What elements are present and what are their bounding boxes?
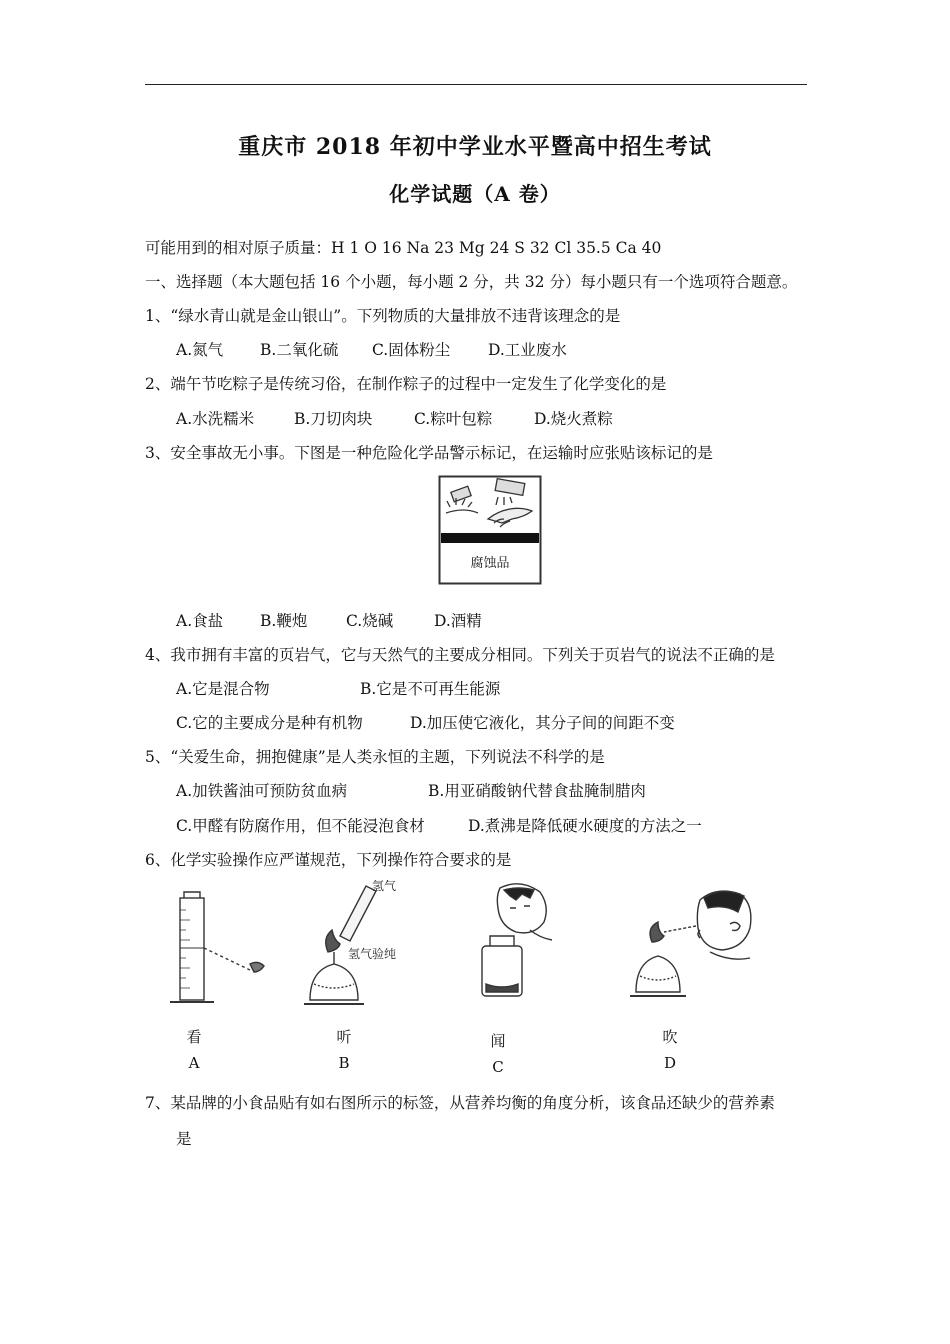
figure-b-action: 听 — [336, 1028, 352, 1046]
question-4-stem: 4、我市拥有丰富的页岩气，它与天然气的主要成分相同。下列关于页岩气的说法不正确的是 — [145, 646, 775, 664]
corrosive-warning-sign — [438, 475, 542, 585]
q1-option-d: D.工业废水 — [488, 341, 567, 359]
q4-option-a: A.它是混合物 — [176, 680, 270, 698]
question-6-stem: 6、化学实验操作应严谨规范，下列操作符合要求的是 — [145, 851, 512, 869]
question-3-stem: 3、安全事故无小事。下图是一种危险化学品警示标记，在运输时应张贴该标记的是 — [145, 444, 713, 462]
figure-b-hydrogen-purity-test — [300, 880, 420, 1020]
question-1-stem: 1、“绿水青山就是金山银山”。下列物质的大量排放不违背该理念的是 — [145, 307, 621, 325]
q5-option-d: D.煮沸是降低硬水硬度的方法之一 — [468, 817, 702, 835]
figure-c-action: 闻 — [490, 1032, 506, 1050]
figure-a-reading-cylinder — [170, 888, 280, 1013]
q5-option-b: B.用亚硝酸钠代替食盐腌制腊肉 — [428, 782, 646, 800]
figure-b-letter: B — [338, 1054, 350, 1072]
figure-d-action: 吹 — [662, 1028, 678, 1046]
q2-option-c: C.粽叶包粽 — [414, 410, 493, 428]
q1-option-b: B.二氧化硫 — [260, 341, 339, 359]
q3-option-b: B.鞭炮 — [260, 612, 308, 630]
figure-b-gas-label: 氢气 — [372, 880, 397, 893]
q5-option-a: A.加铁酱油可预防贫血病 — [176, 782, 348, 800]
warning-sign-label: 腐蚀品 — [470, 556, 510, 571]
question-7-stem-continued: 是 — [176, 1130, 192, 1148]
figure-c-smelling-bottle — [470, 880, 560, 1010]
figure-a-letter: A — [188, 1054, 200, 1072]
figure-a-action: 看 — [186, 1028, 202, 1046]
atomic-mass-line: 可能用到的相对原子质量：H 1 O 16 Na 23 Mg 24 S 32 Cl 35.5 Ca 40 — [145, 239, 662, 257]
q3-option-c: C.烧碱 — [346, 612, 394, 630]
q2-option-b: B.刀切肉块 — [294, 410, 373, 428]
q1-option-a: A.氮气 — [176, 341, 224, 359]
q2-option-a: A.水洗糯米 — [176, 410, 255, 428]
figure-d-blowing-lamp — [630, 880, 765, 1010]
figure-d-letter: D — [663, 1054, 677, 1072]
q1-option-c: C.固体粉尘 — [372, 341, 451, 359]
q3-option-d: D.酒精 — [434, 612, 482, 630]
q4-option-c: C.它的主要成分是种有机物 — [176, 714, 363, 732]
q5-option-c: C.甲醛有防腐作用，但不能浸泡食材 — [176, 817, 425, 835]
page-subtitle: 化学试题（A 卷） — [389, 182, 561, 206]
question-5-stem: 5、“关爱生命，拥抱健康”是人类永恒的主题，下列说法不科学的是 — [145, 748, 605, 766]
q4-option-d: D.加压使它液化，其分子间的间距不变 — [410, 714, 675, 732]
page-title: 重庆市 2018 年初中学业水平暨高中招生考试 — [238, 134, 712, 160]
top-rule — [145, 84, 807, 85]
q2-option-d: D.烧火煮粽 — [534, 410, 613, 428]
section-heading: 一、选择题（本大题包括 16 个小题，每小题 2 分，共 32 分）每小题只有一个选项符合题意。 — [145, 273, 798, 291]
q4-option-b: B.它是不可再生能源 — [360, 680, 501, 698]
question-7-stem: 7、某品牌的小食品贴有如右图所示的标签，从营养均衡的角度分析，该食品还缺少的营养素 — [145, 1094, 775, 1112]
q3-option-a: A.食盐 — [176, 612, 224, 630]
figure-c-letter: C — [492, 1058, 504, 1076]
figure-b-test-label: 氢气验纯 — [348, 947, 397, 961]
question-2-stem: 2、端午节吃粽子是传统习俗，在制作粽子的过程中一定发生了化学变化的是 — [145, 375, 667, 393]
